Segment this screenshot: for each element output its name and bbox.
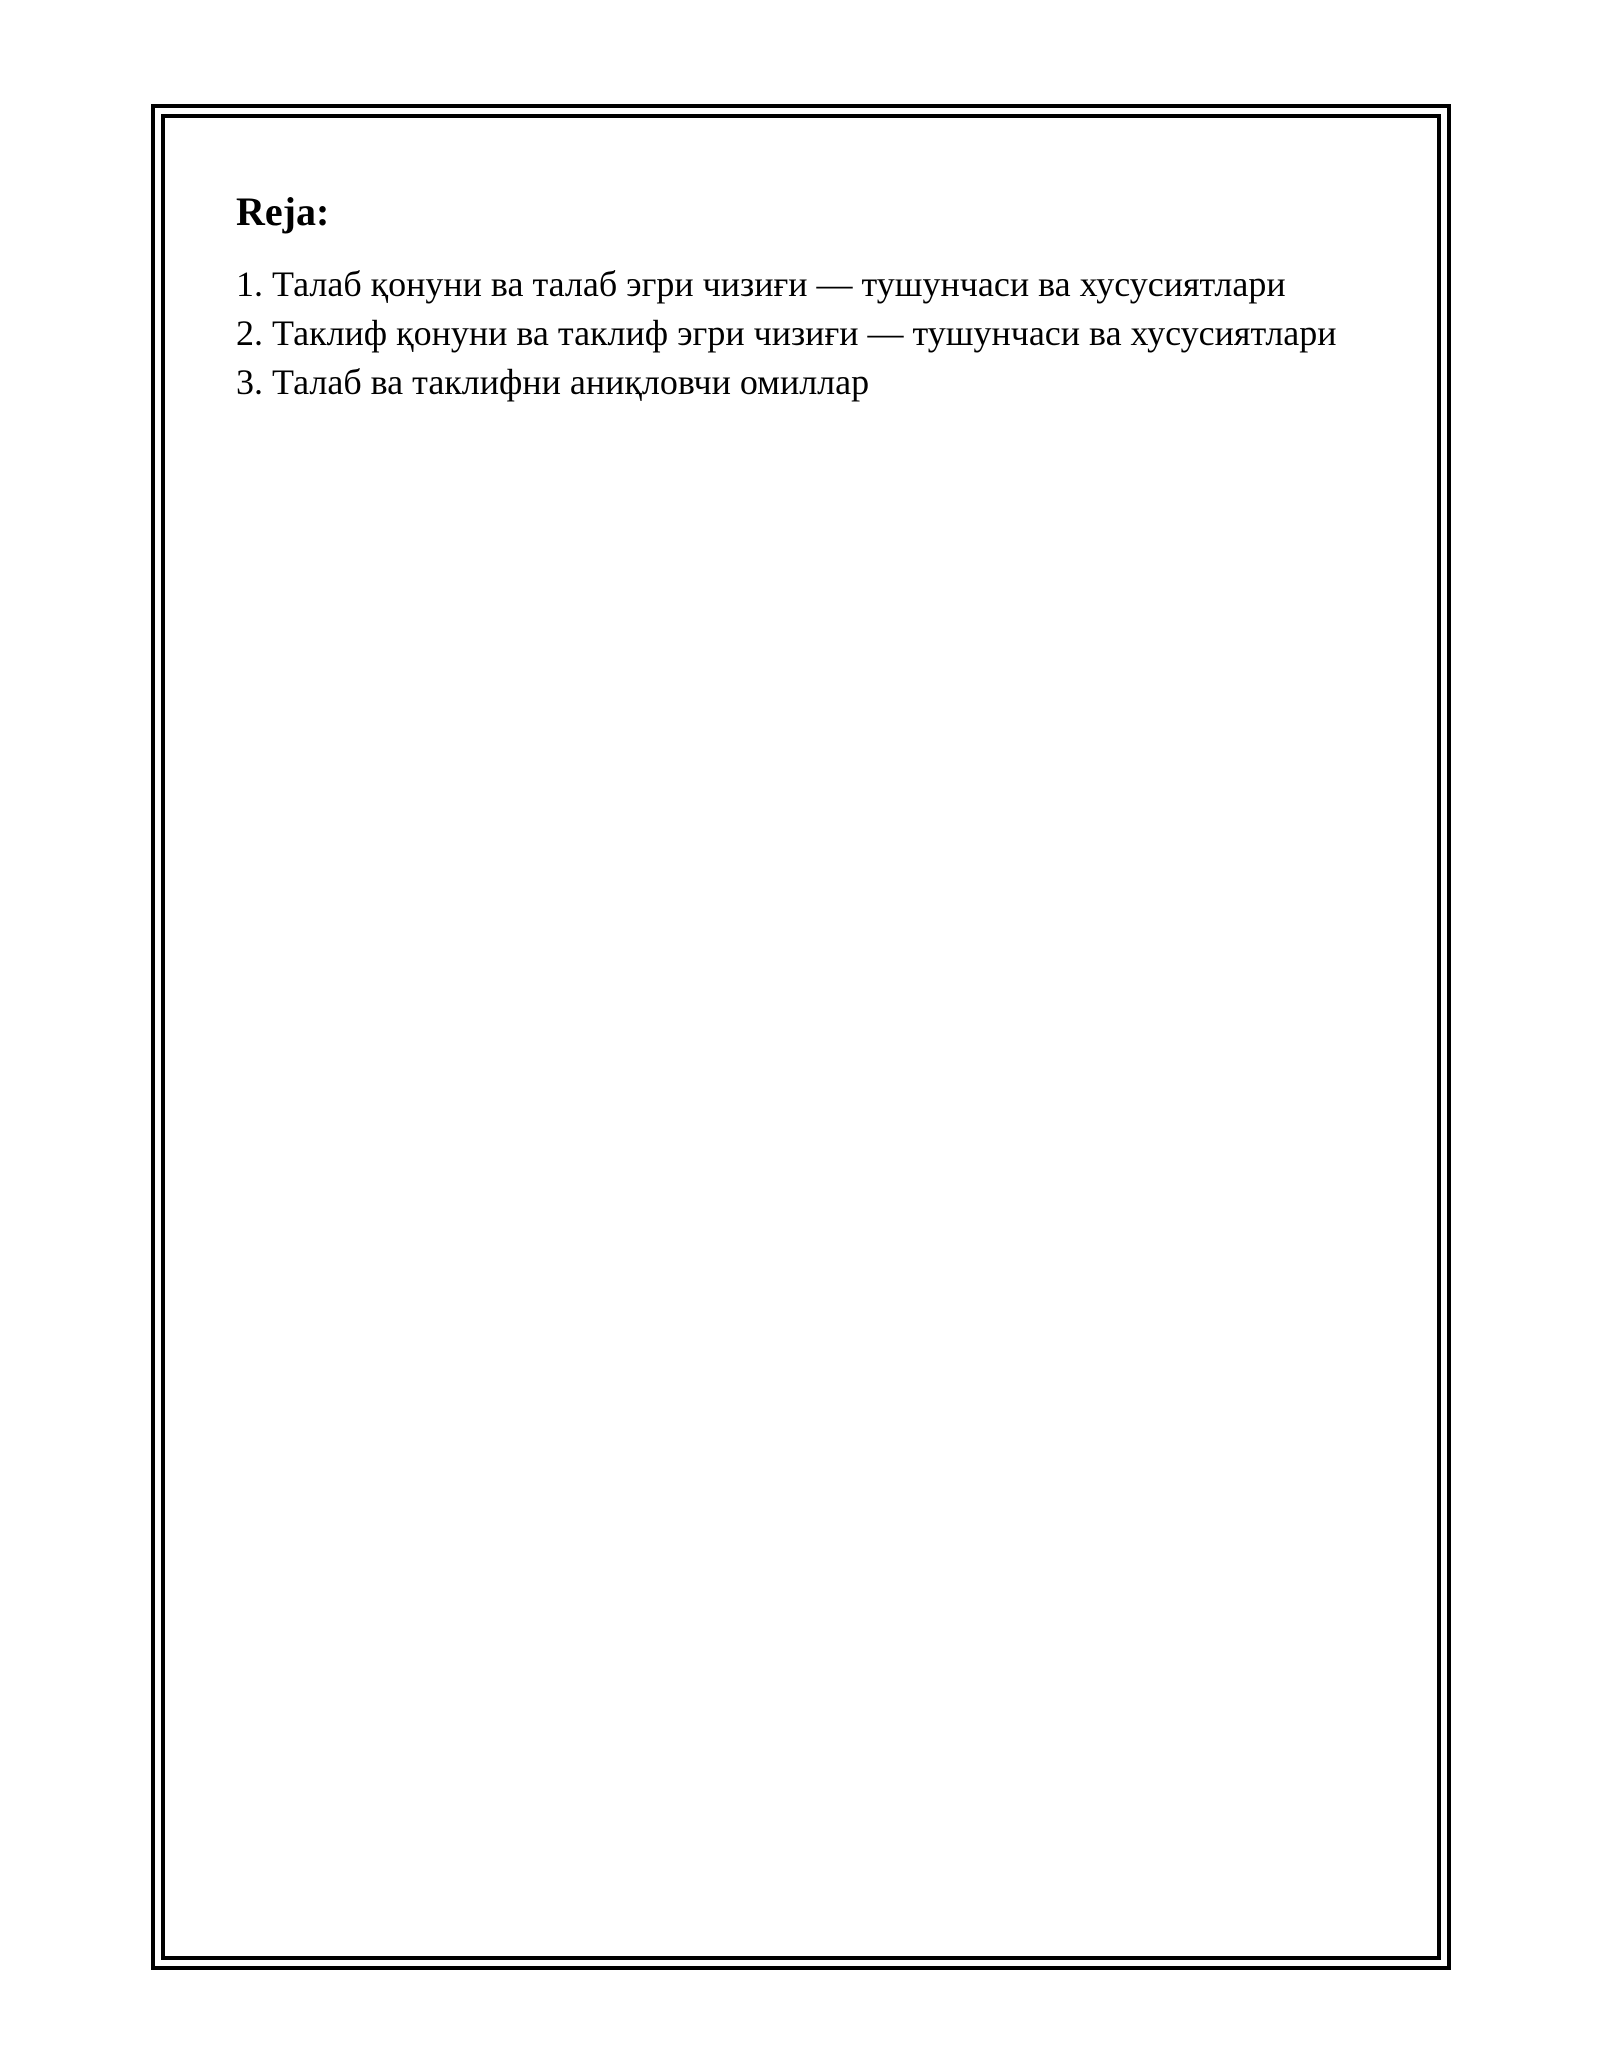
plan-list [236,260,1396,407]
plan-item-2: 2. Таклиф қонуни ва таклиф эгри чизиғи — тушунчаси ва хусусиятлари [236,313,1337,353]
plan-item-3: 3. Талаб ва таклифни аниқловчи омиллар [236,362,870,402]
page-content [236,188,1396,407]
plan-item-1: 1. Талаб қонуни ва талаб эгри чизиғи — тушунчаси ва хусусиятлари [236,264,1286,304]
plan-heading: Reja: [236,189,330,234]
